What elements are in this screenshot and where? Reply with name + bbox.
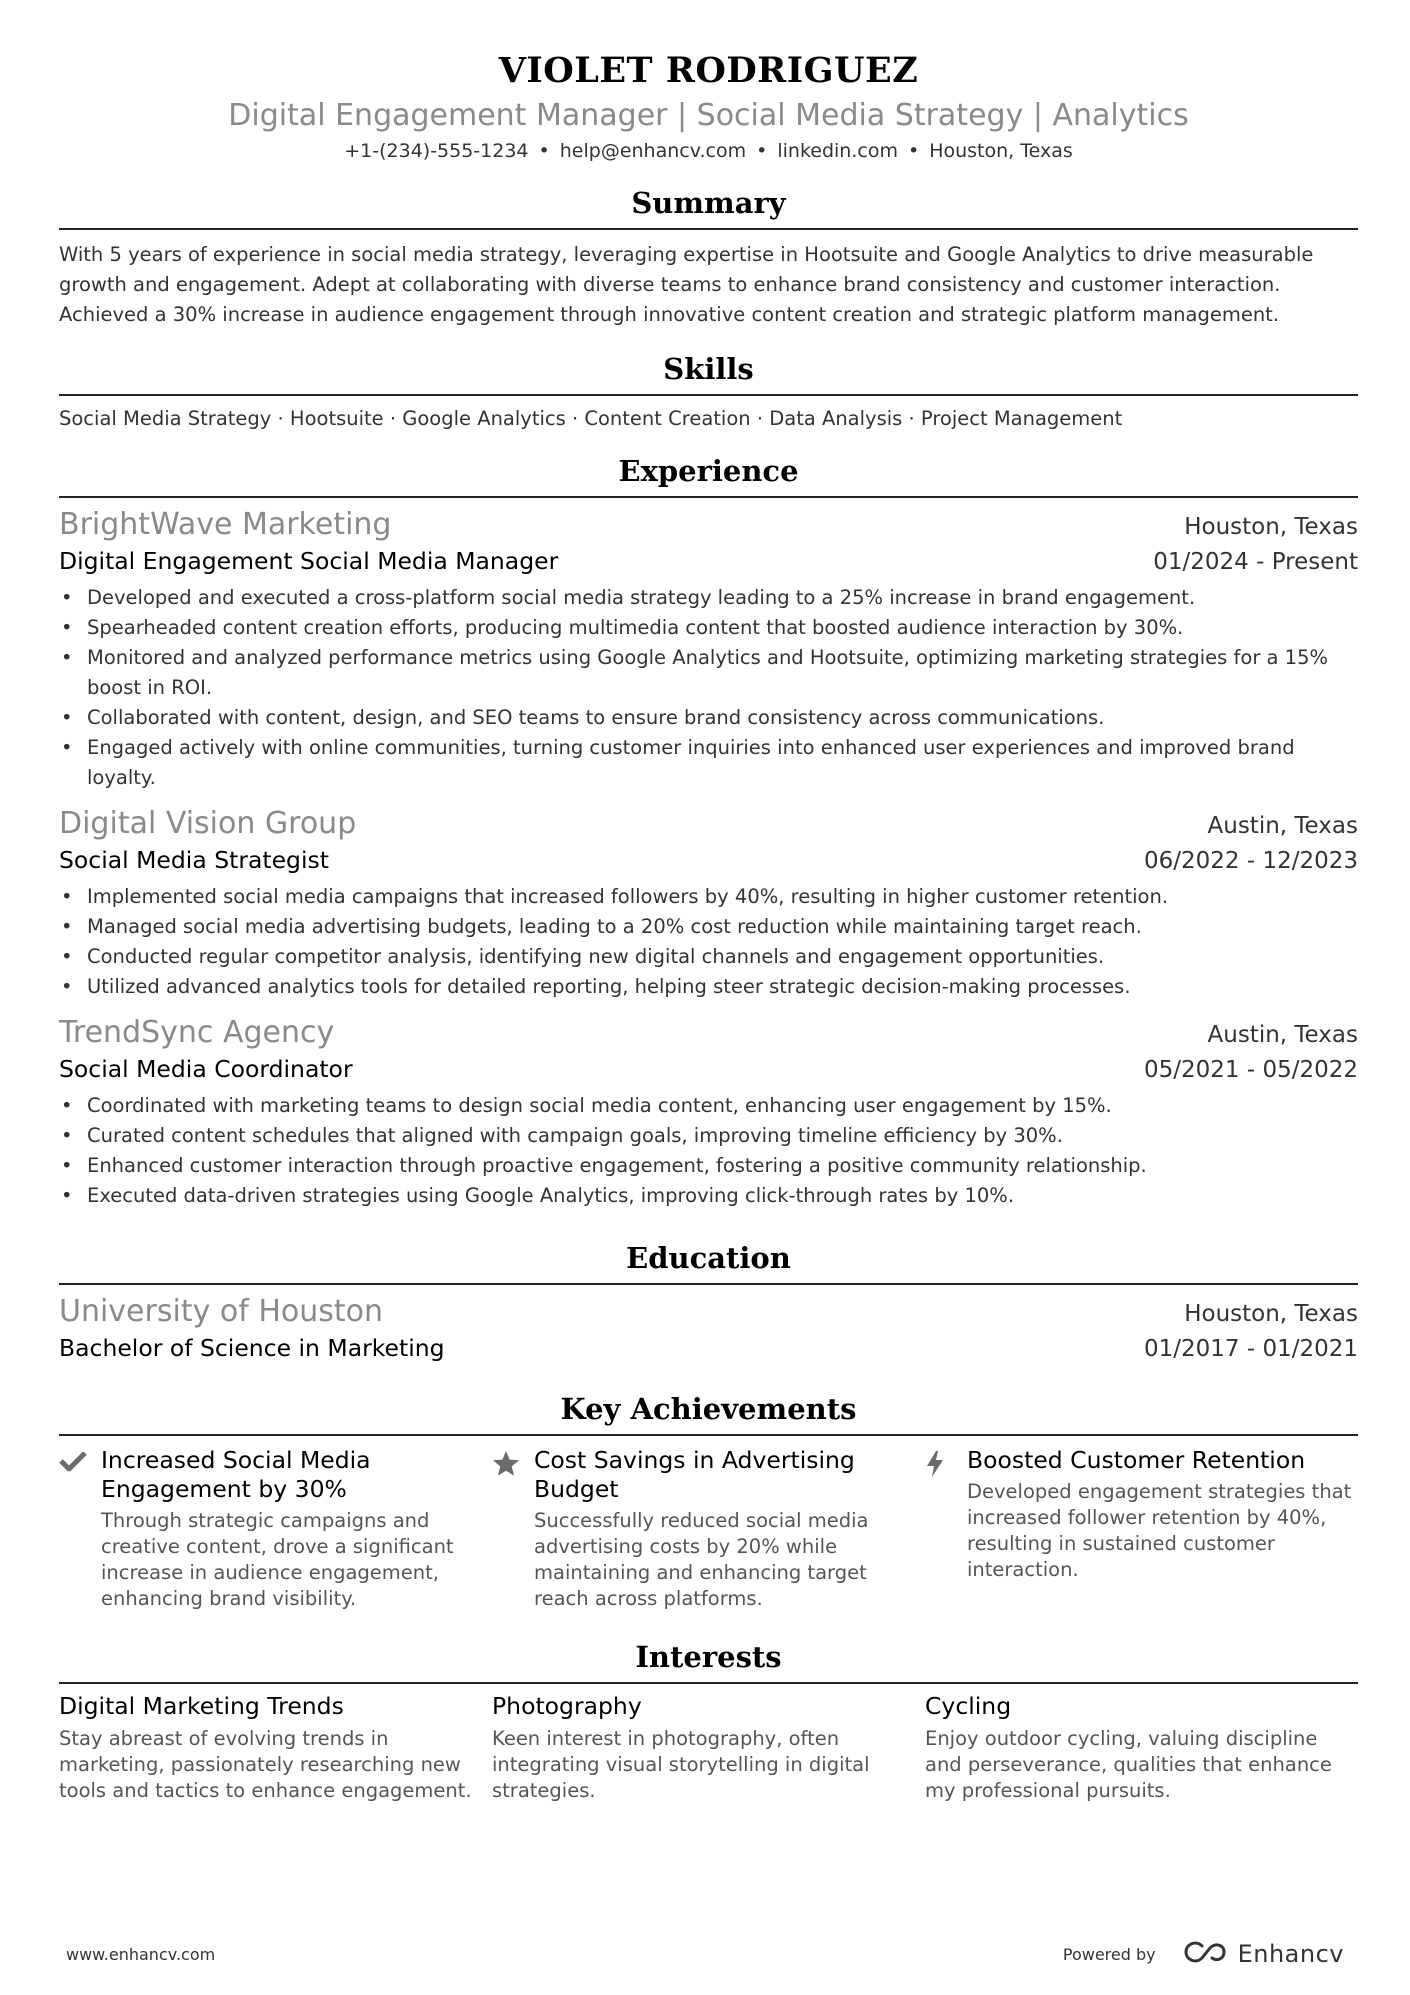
- section-divider: [59, 1682, 1358, 1684]
- achievements-section: [59, 1390, 1358, 1612]
- section-title-experience: Experience: [618, 454, 799, 488]
- education-location: Houston, Texas: [1184, 1301, 1358, 1327]
- job-location: Austin, Texas: [1207, 1022, 1358, 1048]
- interest-desc: Enjoy outdoor cycling, valuing discipline and perseverance, qualities that enhance my professional pursuits.: [925, 1727, 1332, 1802]
- section-divider: [59, 394, 1358, 396]
- achievement-item: [59, 1446, 492, 1612]
- section-title-summary: Summary: [631, 186, 786, 220]
- job-company: Digital Vision Group: [59, 806, 357, 841]
- experience-section: [59, 452, 1358, 1211]
- job-bullet: • Enhanced customer interaction through proactive engagement, fostering a positive community relationship.: [87, 1151, 1358, 1181]
- job-company: BrightWave Marketing: [59, 507, 392, 542]
- job-bullet: • Conducted regular competitor analysis, identifying new digital channels and engagement opportunities.: [87, 942, 1358, 972]
- bolt-icon: [925, 1446, 967, 1612]
- job-bullet: • Monitored and analyzed performance metrics using Google Analytics and Hootsuite, optimizing marketing strategies for a 15% boost in ROI.: [87, 643, 1358, 703]
- job-company: TrendSync Agency: [59, 1015, 335, 1050]
- section-divider: [59, 228, 1358, 230]
- job-bullet: • Implemented social media campaigns that increased followers by 40%, resulting in higher customer retention.: [87, 882, 1358, 912]
- education-entry: [59, 1293, 1358, 1366]
- education-school: University of Houston: [59, 1294, 384, 1329]
- job-location: Houston, Texas: [1184, 514, 1358, 540]
- achievement-title: Boosted Customer Retention: [967, 1446, 1306, 1474]
- job-entry: [59, 805, 1358, 1002]
- powered-by-label: Powered by: [1062, 1944, 1156, 1964]
- job-role: Social Media Strategist: [59, 846, 329, 874]
- resume-page: [59, 0, 1358, 1804]
- job-entry: [59, 506, 1358, 793]
- contact-linkedin[interactable]: linkedin.com: [777, 140, 898, 162]
- contact-phone: +1-(234)-555-1234: [344, 140, 529, 162]
- job-bullets: [59, 882, 1358, 1002]
- job-bullet: • Collaborated with content, design, and SEO teams to ensure brand consistency across communications.: [87, 703, 1358, 733]
- job-bullet: • Developed and executed a cross-platform social media strategy leading to a 25% increase in brand engagement.: [87, 583, 1358, 613]
- summary-section: [59, 184, 1358, 330]
- education-dates: 01/2017 - 01/2021: [1143, 1336, 1358, 1362]
- enhancv-logo-icon: [1184, 1940, 1230, 1968]
- resume-header: [59, 0, 1358, 164]
- interest-title: Digital Marketing Trends: [59, 1692, 344, 1720]
- candidate-tagline: Digital Engagement Manager | Social Media Strategy | Analytics: [228, 98, 1189, 133]
- section-title-skills: Skills: [663, 352, 754, 386]
- job-bullet: • Managed social media advertising budgets, leading to a 20% cost reduction while maintaining target reach.: [87, 912, 1358, 942]
- page-footer: [66, 1940, 1344, 1968]
- job-bullets: [59, 1091, 1358, 1211]
- job-bullet: • Coordinated with marketing teams to design social media content, enhancing user engagement by 15%.: [87, 1091, 1358, 1121]
- star-icon: [492, 1446, 534, 1612]
- achievement-item: [925, 1446, 1358, 1612]
- job-location: Austin, Texas: [1207, 813, 1358, 839]
- job-role: Digital Engagement Social Media Manager: [59, 547, 559, 575]
- contact-email[interactable]: help@enhancv.com: [559, 140, 747, 162]
- interest-title: Photography: [492, 1692, 642, 1720]
- interests-section: [59, 1638, 1358, 1804]
- achievement-desc: Successfully reduced social media advertising costs by 20% while maintaining and enhancing target reach across platforms.: [534, 1509, 869, 1610]
- interest-desc: Stay abreast of evolving trends in marketing, passionately researching new tools and tactics to enhance engagement.: [59, 1727, 472, 1802]
- section-divider: [59, 1434, 1358, 1436]
- achievement-item: [492, 1446, 925, 1612]
- contact-line: +1-(234)-555-1234 • help@enhancv.com • linkedin.com • Houston, Texas: [344, 140, 1073, 162]
- contact-location: Houston, Texas: [929, 140, 1073, 162]
- section-title-interests: Interests: [635, 1640, 782, 1674]
- skills-section: [59, 350, 1358, 434]
- job-dates: 06/2022 - 12/2023: [1143, 848, 1358, 874]
- job-bullet: • Engaged actively with online communities, turning customer inquiries into enhanced user experiences and improved brand loyalty.: [87, 733, 1358, 793]
- job-bullet: • Utilized advanced analytics tools for detailed reporting, helping steer strategic decision-making processes.: [87, 972, 1358, 1002]
- section-divider: [59, 496, 1358, 498]
- job-bullet: • Executed data-driven strategies using Google Analytics, improving click-through rates by 10%.: [87, 1181, 1358, 1211]
- interest-desc: Keen interest in photography, often integrating visual storytelling in digital strategies.: [492, 1727, 870, 1802]
- achievement-desc: Developed engagement strategies that increased follower retention by 40%, resulting in sustained customer interaction.: [967, 1480, 1352, 1581]
- education-section: [59, 1239, 1358, 1366]
- footer-website[interactable]: www.enhancv.com: [66, 1944, 216, 1964]
- job-role: Social Media Coordinator: [59, 1055, 353, 1083]
- candidate-name: VIOLET RODRIGUEZ: [498, 50, 919, 91]
- job-dates: 01/2024 - Present: [1153, 549, 1358, 575]
- interest-title: Cycling: [925, 1692, 1012, 1720]
- check-icon: [59, 1446, 101, 1612]
- job-bullet: • Curated content schedules that aligned with campaign goals, improving timeline efficiency by 30%.: [87, 1121, 1358, 1151]
- job-entry: [59, 1014, 1358, 1211]
- job-bullets: [59, 583, 1358, 793]
- achievement-desc: Through strategic campaigns and creative content, drove a significant increase in audience engagement, enhancing brand visibility.: [101, 1509, 454, 1610]
- section-title-education: Education: [626, 1241, 791, 1275]
- interest-item: [492, 1690, 925, 1804]
- achievement-title: Increased Social Media Engagement by 30%: [101, 1446, 371, 1503]
- section-divider: [59, 1283, 1358, 1285]
- achievement-title: Cost Savings in Advertising Budget: [534, 1446, 855, 1503]
- skills-list: Social Media Strategy · Hootsuite · Google Analytics · Content Creation · Data Analysis · Project Management: [59, 407, 1123, 430]
- brand-name: Enhancv: [1237, 1940, 1344, 1968]
- interest-item: [59, 1690, 492, 1804]
- interest-item: [925, 1690, 1358, 1804]
- section-title-achievements: Key Achievements: [560, 1392, 857, 1426]
- education-degree: Bachelor of Science in Marketing: [59, 1334, 445, 1362]
- job-dates: 05/2021 - 05/2022: [1143, 1057, 1358, 1083]
- footer-brand: [1063, 1940, 1344, 1968]
- job-bullet: • Spearheaded content creation efforts, producing multimedia content that boosted audience interaction by 30%.: [87, 613, 1358, 643]
- summary-text: With 5 years of experience in social media strategy, leveraging expertise in Hootsuite and Google Analytics to drive measurable growth and engagement. Adept at collaborating with diverse teams to enhance brand consistency and customer interaction. Achieved a 30% increase in audience engagement through innovative content creation and strategic platform management.: [59, 243, 1314, 326]
